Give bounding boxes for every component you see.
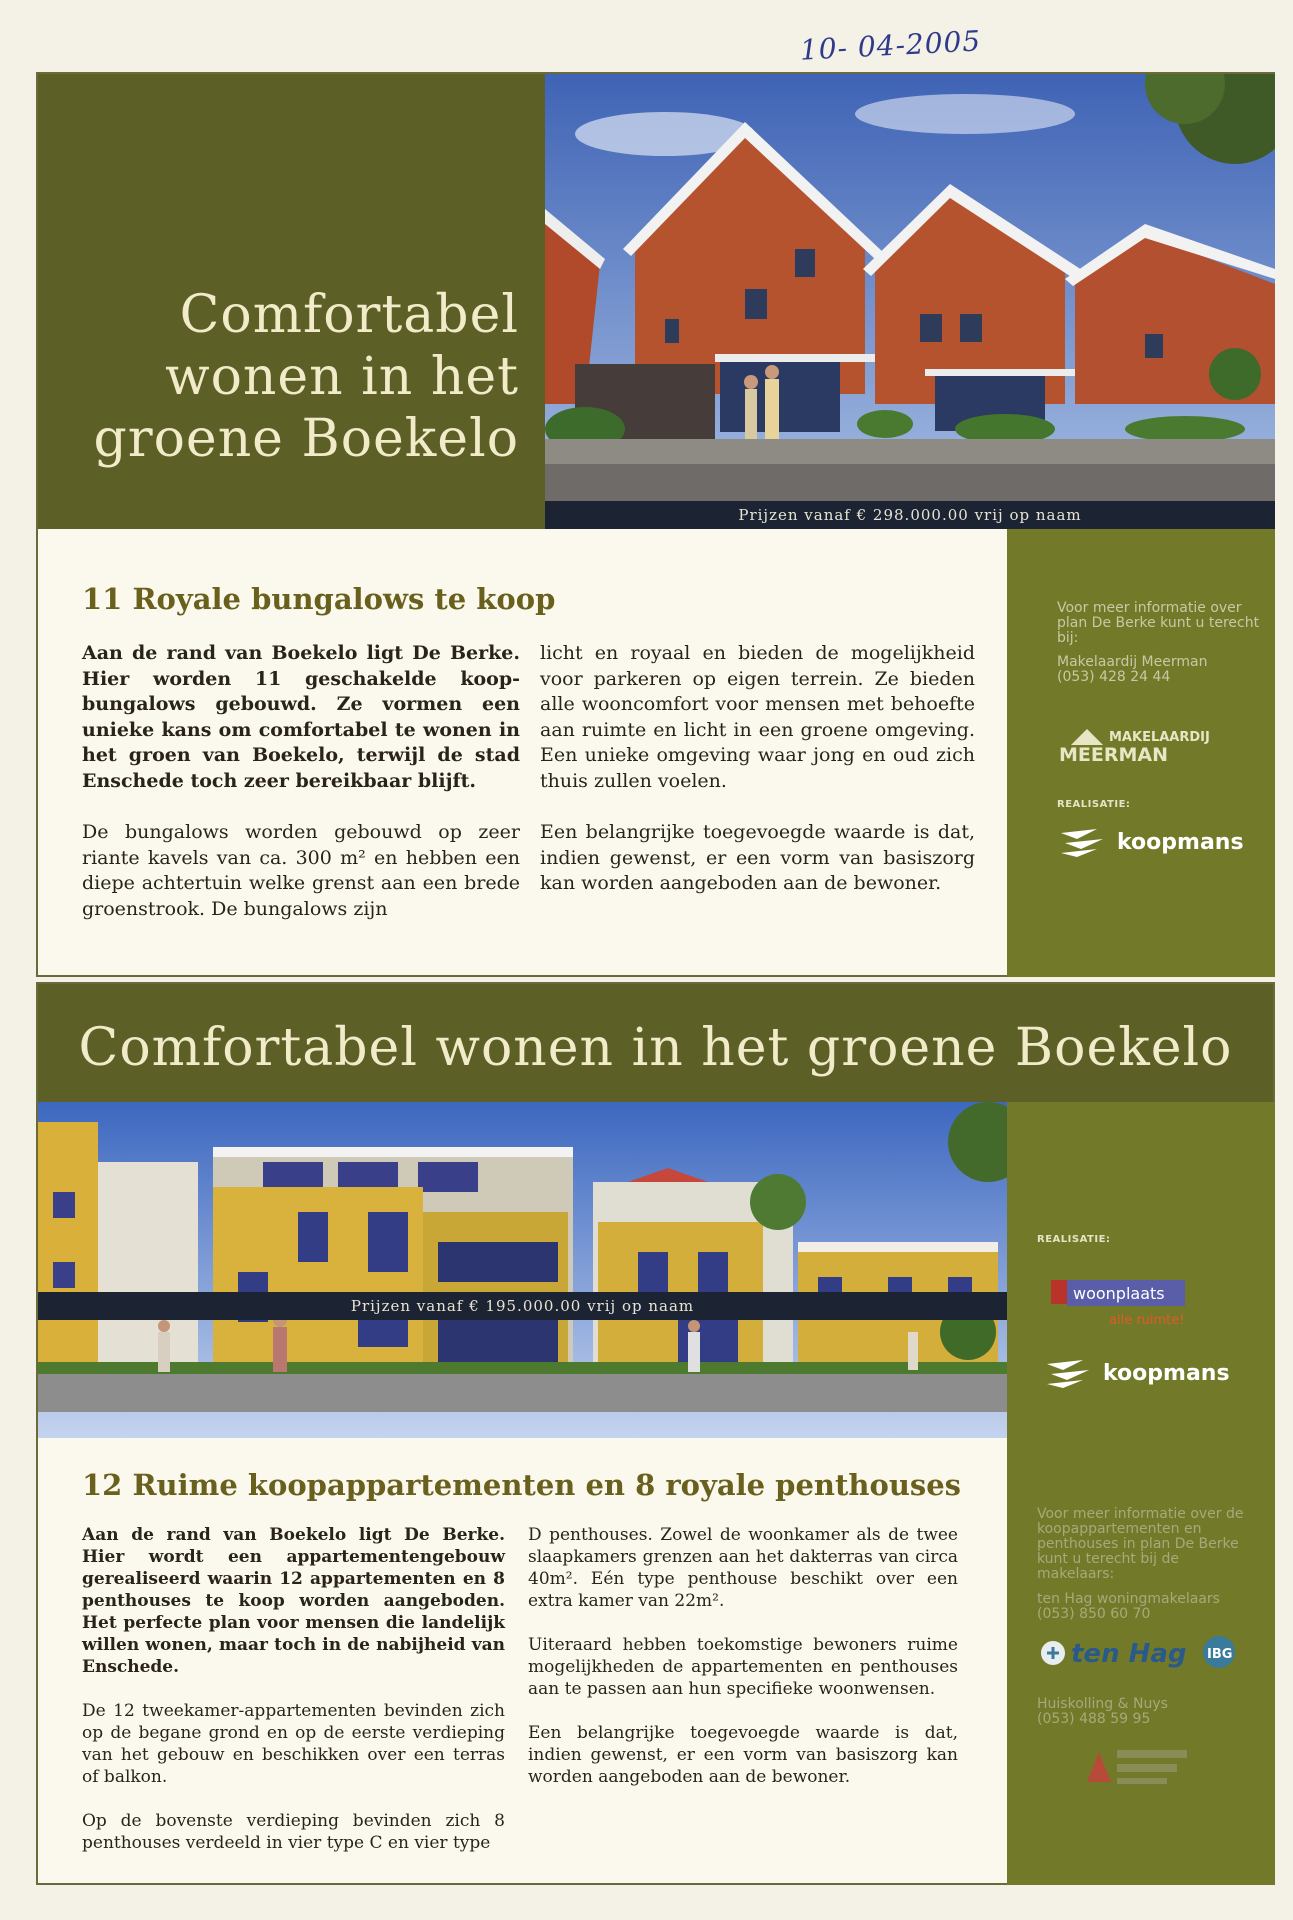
section-heading: 11 Royale bungalows te koop [82, 582, 556, 616]
tenhag-name: ten Hag [1071, 1639, 1187, 1669]
paragraph: Op de bovenste verdieping bevinden zich 8 penthouses verdeeld in vier type C en vier type [82, 1811, 505, 1853]
section-heading: 12 Ruime koopappartementen en 8 royale penthouses [82, 1468, 962, 1502]
tenhag-logo [1037, 1630, 1247, 1676]
ad-title: Comfortabel wonen in het groene Boekelo [93, 285, 519, 469]
paragraph: licht en royaal en bieden de mogelijkheid voor parkeren op eigen terrein. Ze bieden alle wooncomfort voor mensen met behoefte aan ruimte en licht in een groene omgeving. Een unieke omgeving waar jong en oud zich thuis zullen voelen. [540, 642, 975, 792]
ad-title: Comfortabel wonen in het groene Boekelo [78, 1018, 1233, 1078]
meerman-logo [1057, 725, 1237, 769]
koopmans-name: koopmans [1117, 829, 1244, 855]
koopmans-logo [1057, 827, 1244, 857]
paragraph: Een belangrijke toegevoegde waarde is dat, indien gewenst, er een vorm van basiszorg kan worden aangeboden aan de bewoner. [540, 821, 975, 894]
text-column-left [82, 641, 520, 948]
realisatie-label: REALISATIE: [1037, 1234, 1111, 1245]
bungalow-photo [545, 74, 1275, 529]
lead-paragraph: Aan de rand van Boekelo ligt De Berke. Hier wordt een appartementengebouw gerealiseerd waarin 12 appartementen en 8 penthouses te koop worden aangeboden. Het perfecte plan voor mensen die landelijk willen wonen, maar toch in de nabijheid van Enschede. [82, 1525, 505, 1677]
woonplaats-logo [1051, 1274, 1201, 1334]
apartment-advertisement [36, 982, 1275, 1885]
paragraph: D penthouses. Zowel de woonkamer als de twee slaapkamers grenzen aan het dakterras van circa 40m². Eén type penthouse beschikt over een extra kamer van 22m². [528, 1525, 958, 1611]
price-banner: Prijzen vanaf € 298.000.00 vrij op naam [545, 501, 1275, 529]
paragraph: De 12 tweekamer-appartementen bevinden zich op de begane grond en op de eerste verdieping van het gebouw en beschikken over een terras of balkon. [82, 1701, 505, 1787]
koopmans-logo [1043, 1358, 1230, 1388]
woonplaats-tagline: alle ruimte! [1109, 1313, 1185, 1328]
meerman-logo-name: MEERMAN [1059, 744, 1169, 766]
huiskolling-logo [1077, 1732, 1197, 1792]
woonplaats-name: woonplaats [1073, 1284, 1165, 1303]
bungalow-advertisement [36, 72, 1275, 977]
text-column-left [82, 1524, 505, 1876]
realtor-contact-huiskolling: Huiskolling & Nuys (053) 488 59 95 [1037, 1696, 1168, 1727]
title-panel [38, 74, 545, 529]
info-text: Voor meer informatie over plan De Berke kunt u terecht bij: [1057, 600, 1260, 646]
price-banner: Prijzen vanaf € 195.000.00 vrij op naam [38, 1292, 1007, 1320]
text-column-right [528, 1524, 958, 1810]
text-column-right [540, 641, 975, 923]
paragraph: Uiteraard hebben toekomstige bewoners ruime mogelijkheden de appartementen en penthouses aan te passen aan hun specifieke woonwensen. [528, 1635, 958, 1699]
koopmans-name: koopmans [1103, 1360, 1230, 1386]
title-panel [38, 984, 1273, 1102]
realtor-contact: Makelaardij Meerman (053) 428 24 44 [1057, 654, 1208, 685]
paragraph: Een belangrijke toegevoegde waarde is dat, indien gewenst, er een vorm van basiszorg kan worden aangeboden aan de bewoner. [528, 1723, 958, 1787]
koopmans-mark-icon [1043, 1358, 1093, 1388]
realtor-contact-tenhag: ten Hag woningmakelaars (053) 850 60 70 [1037, 1591, 1220, 1622]
contact-sidebar [1007, 529, 1275, 977]
contact-sidebar [1007, 1102, 1275, 1885]
koopmans-mark-icon [1057, 827, 1107, 857]
handwritten-date: 10- 04-2005 [799, 24, 982, 67]
info-text: Voor meer informatie over de koopappartementen en penthouses in plan De Berke kunt u terecht bij de makelaars: [1037, 1506, 1244, 1582]
meerman-logo-top: MAKELAARDIJ [1109, 730, 1210, 745]
lead-paragraph: Aan de rand van Boekelo ligt De Berke. Hier worden 11 geschakelde koop-bungalows gebouwd. Ze vormen een unieke kans om comfortabel te wonen in het groen van Boekelo, terwijl de stad Enschede toch zeer bereikbaar blijft. [82, 642, 520, 792]
paragraph: De bungalows worden gebouwd op zeer riante kavels van ca. 300 m² en hebben een diepe achtertuin welke grenst aan een brede groenstrook. De bungalows zijn [82, 821, 520, 920]
apartment-photo [38, 1102, 1007, 1438]
tenhag-badge: IBG [1207, 1647, 1233, 1662]
realisatie-label: REALISATIE: [1057, 799, 1131, 810]
